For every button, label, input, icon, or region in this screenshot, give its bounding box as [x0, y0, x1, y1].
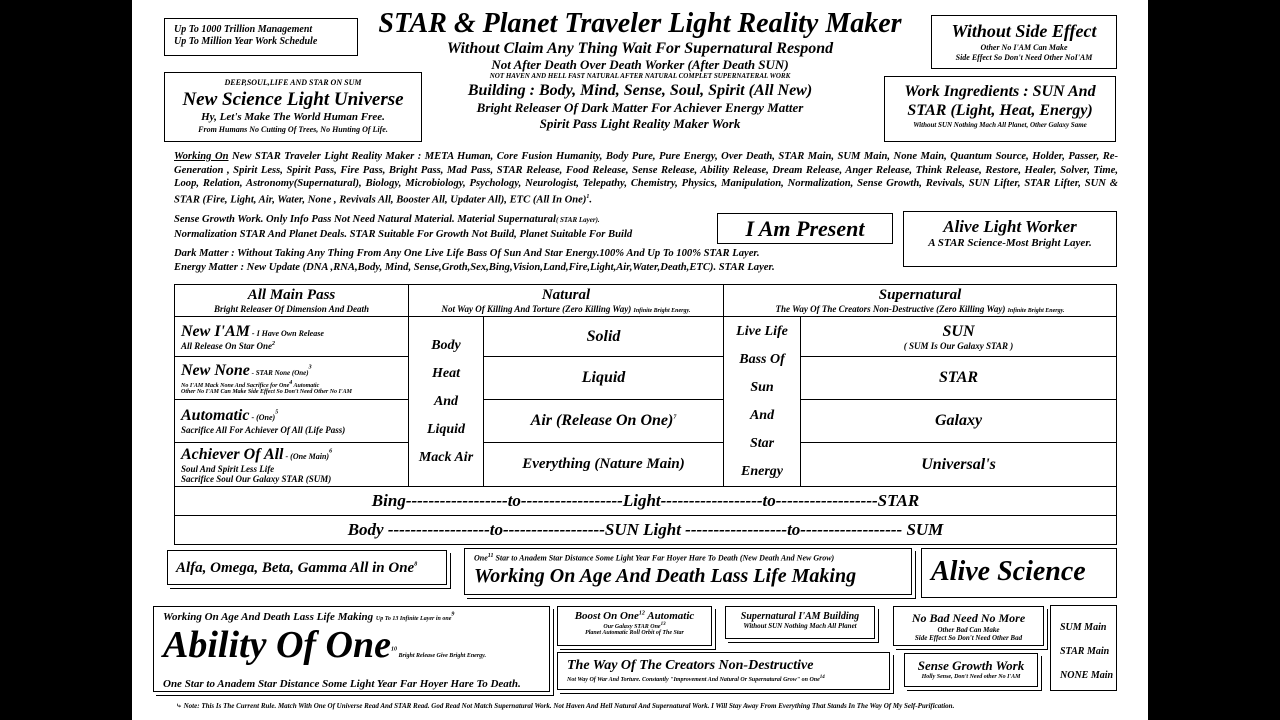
pass-automatic-title: Automatic: [181, 407, 250, 424]
ability-top-small: Up To 13 Infinite Layer in one: [375, 616, 452, 622]
supernatural-iam-sub: Without SUN Nothing Mach All Planet: [743, 622, 857, 630]
alive-worker-box: [903, 211, 1117, 267]
document-page: [132, 0, 1148, 720]
sense-growth-lines: [174, 213, 714, 241]
sense-growth-line-1-small: ( STAR Layer).: [555, 216, 600, 224]
supernatural-universals: Universal's: [801, 443, 1117, 487]
pass-achiever-sup: 6: [329, 448, 333, 455]
pass-achiever-desc-1: Soul And Spirit Less Life: [181, 463, 275, 474]
pass-automatic-sup: 5: [275, 409, 279, 416]
side-effect-line-2: Side Effect So Don't Need Other NoI'AM: [955, 53, 1093, 62]
pass-achiever-title: Achiever Of All: [181, 445, 284, 463]
ability-top-text: Working On Age And Death Lass Life Making: [163, 611, 374, 623]
natural-group-line-2: Heat: [432, 365, 460, 381]
table-header-row: [175, 285, 1117, 317]
table-row-body: [175, 516, 1117, 545]
pass-new-none-line-3: Other No I'AM Can Make Side Effect So Don't Need Other No I'AM: [181, 388, 352, 395]
natural-air: [484, 400, 724, 443]
natural-group-line-3: And: [433, 393, 459, 409]
new-science-box: [164, 72, 422, 142]
side-effect-title: Without Side Effect: [951, 21, 1097, 41]
pass-new-iam-sup: 2: [272, 340, 276, 347]
side-effect-line-1: Other No I'AM Can Make: [980, 43, 1068, 52]
main-star: STAR Main: [1060, 646, 1110, 657]
pass-automatic-sub: - (One): [249, 413, 276, 422]
header-supernatural-sub-text: The Way Of The Creators Non-Destructive (Zero Killing Way): [775, 304, 1006, 314]
working-age-top-sup: 11: [487, 553, 494, 559]
pass-automatic: [175, 400, 409, 443]
boost-line-1-sup: 13: [660, 622, 666, 627]
footer-note-text: Note: This Is The Current Rule. Match With One Of Universe Read And STAR Read. God Read Not Match Supernatural Work. Not Haven And Hell Natural And Supernatural Work. I Will Stay Away From Everything That Stands In The Way Of My Self-Purification.: [183, 702, 955, 710]
boost-line-1: [558, 622, 711, 630]
the-way-sub: [567, 675, 889, 683]
boost-title-text: Boost On One: [574, 610, 639, 622]
header-natural-sub-small: Infinite Bright Energy.: [633, 308, 691, 314]
sense-growth-title: Sense Growth Work: [917, 658, 1025, 673]
working-age-top-one: One: [474, 553, 488, 563]
supernatural-group-line-5: Star: [749, 435, 775, 451]
i-am-present-text: I Am Present: [745, 216, 865, 241]
boost-title-rest: Automatic: [644, 610, 695, 622]
alive-worker-sub: A STAR Science-Most Bright Layer.: [928, 237, 1092, 249]
working-on-paragraph: [174, 150, 1118, 207]
supernatural-sun-sub: ( SUM Is Our Galaxy STAR ): [903, 340, 1014, 351]
dark-energy-lines: [174, 247, 894, 274]
ability-bottom: One Star to Anadem Star Distance Some Light Year Far Hoyer Hare To Death.: [163, 678, 521, 690]
header-supernatural-sub: [724, 304, 1116, 314]
natural-solid: Solid: [484, 317, 724, 357]
new-science-top: DEEP,SOUL,LIFE AND STAR ON SUM: [224, 78, 362, 87]
body-sun-sum-row: Body ------------------to------------------SUN Light ------------------to------------------ SUM: [175, 516, 1117, 545]
working-age-top-rest: Star to Anadem Star Distance Some Light Year Far Hoyer Hare To Death (New Death And New Grow): [493, 553, 835, 563]
new-science-line-1: Hy, Let's Make The World Human Free.: [201, 111, 385, 123]
no-bad-title: No Bad Need No More: [911, 611, 1026, 625]
the-way-box: [557, 652, 890, 690]
management-line-1: Up To 1000 Trillion Management: [174, 24, 313, 35]
main-pass-table: [174, 284, 1117, 545]
management-box: [164, 18, 358, 56]
table-row: [175, 400, 1117, 443]
pass-new-iam: [175, 317, 409, 357]
pass-new-none-sup-2: 4: [289, 379, 293, 386]
ability-top-sup: 9: [451, 611, 455, 618]
ingredients-box: [884, 76, 1116, 142]
ability-title-small: Bright Release Give Bright Energy.: [396, 653, 487, 659]
header-natural: [409, 285, 724, 317]
sense-growth-line-1: [174, 213, 714, 228]
pass-new-iam-desc: All Release On Star One: [181, 340, 273, 351]
header-supernatural: [724, 285, 1117, 317]
natural-air-text: Air (Release On One): [530, 412, 674, 429]
page-title: STAR & Planet Traveler Light Reality Maker: [378, 8, 902, 39]
alfa-omega-box: [167, 550, 447, 585]
header-subtitle-1: Without Claim Any Thing Wait For Supernatural Respond: [446, 40, 834, 57]
bing-light-star-row: Bing------------------to------------------Light------------------to------------------STAR: [175, 487, 1117, 516]
ingredients-line-1: Work Ingredients : SUN And: [904, 83, 1096, 100]
new-science-title: New Science Light Universe: [182, 89, 404, 110]
header-subtitle-5: Bright Releaser Of Dark Matter For Achiever Energy Matter: [476, 100, 804, 115]
natural-group-line-1: Body: [431, 337, 461, 353]
supernatural-iam-box: [725, 606, 875, 639]
i-am-present-box: [717, 213, 893, 244]
header-natural-sub-text: Not Way Of Killing And Torture (Zero Killing Way): [441, 304, 632, 314]
pass-new-none-line-2: [181, 380, 408, 389]
alive-science-box: [921, 548, 1117, 598]
pass-new-none-desc: No I'AM Mack None And Sacrifice for One: [181, 382, 290, 389]
new-science-line-2: From Humans No Cutting Of Trees, No Hunting Of Life.: [198, 125, 388, 134]
ability-top: [163, 611, 549, 623]
pass-new-none-desc-2: Automatic: [292, 382, 320, 389]
pass-automatic-line-1: [181, 407, 408, 425]
header-subtitle-4: Building : Body, Mind, Sense, Soul, Spirit (All New): [467, 82, 813, 99]
header-subtitle-2: Not After Death Over Death Worker (After Death SUN): [491, 57, 789, 72]
main-none: NONE Main: [1060, 670, 1114, 681]
energy-matter-line: Energy Matter : New Update (DNA ,RNA,Body, Mind, Sense,Groth,Sex,Bing,Vision,Land,Fire,Light,Air,Water,Death,ETC). STAR Layer.: [174, 261, 775, 273]
ability-box: [153, 606, 550, 692]
pass-new-none-title: New None: [181, 361, 250, 379]
header-all-main-pass: [175, 285, 409, 317]
supernatural-sun: [801, 317, 1117, 357]
pass-new-iam-title: New I'AM: [181, 322, 250, 340]
mains-box: [1050, 605, 1117, 691]
side-effect-box: [931, 15, 1117, 69]
pass-achiever-sub: - (One Main): [283, 451, 330, 461]
table-row: [175, 443, 1117, 487]
supernatural-sun-title: SUN: [942, 322, 975, 340]
ability-title-sup: 10: [390, 646, 397, 653]
pass-automatic-desc: Sacrifice All For Achiever Of All (Life Pass): [181, 425, 346, 435]
natural-group-cell: [409, 317, 484, 487]
natural-group-line-4: Liquid: [426, 421, 466, 437]
boost-line-1-text: Our Galaxy STAR One: [603, 624, 661, 630]
table-row: [175, 317, 1117, 357]
pass-achiever: [175, 443, 409, 487]
natural-everything: Everything (Nature Main): [484, 443, 724, 487]
pass-new-none: [175, 357, 409, 400]
pass-new-iam-line-1: [181, 323, 408, 341]
pass-new-iam-sub: - I Have Own Release: [249, 328, 324, 338]
table-row: [175, 357, 1117, 400]
no-bad-line-2: Side Effect So Don't Need Other Bad: [914, 634, 1023, 642]
header-supernatural-title: Supernatural: [878, 287, 962, 303]
alive-science-text: Alive Science: [931, 556, 1086, 587]
pass-new-none-sup: 3: [308, 364, 312, 371]
alfa-omega-text: Alfa, Omega, Beta, Gamma All in One: [176, 560, 415, 576]
pass-new-none-line-1: [181, 362, 408, 380]
supernatural-group-cell: [724, 317, 801, 487]
table-row-bing: [175, 487, 1117, 516]
ability-title: Ability Of One: [163, 624, 391, 666]
working-on-sup: 1: [586, 193, 590, 200]
pass-achiever-desc-2: Sacrifice Soul Our Galaxy STAR (SUM): [181, 473, 332, 484]
working-on-text: New STAR Traveler Light Reality Maker : META Human, Core Fusion Humanity, Body Pure, Pure Energy, Over Death, STAR Main, SUM Main, None Main, Quantum Source, Holder, Passer, Re-Generation , Spirit Less, Spirit Pass, Fire Pass, Bright Pass, Mad Pass, STAR Release, Food Release, Sense Release, Ability Release, Dream Release, Anger Release, Think Release, Restore, Healer, Solver, Time, Loop, Relation, Astronomy(Supernatural), Biology, Microbiology, Psychology, Neurologist, Telepathy, Chemistry, Physics, Manipulation, Normalization, Sense Growth, Revivals, SUN Lifter, STAR Lifter, SUN & STAR (Fire, Light, Air, Water, None , Revivals All, Booster All, Updater All), ETC (All In One): [174, 151, 1118, 206]
supernatural-galaxy: Galaxy: [801, 400, 1117, 443]
working-on-suffix: .: [589, 194, 593, 206]
supernatural-star: STAR: [801, 357, 1117, 400]
working-age-top: [474, 553, 911, 563]
supernatural-group-line-6: Energy: [741, 463, 784, 479]
footer-note: [176, 701, 954, 710]
natural-group-line-5: Mack Air: [418, 449, 474, 465]
pass-new-none-sub: - STAR None (One): [249, 368, 309, 377]
supernatural-group-line-3: Sun: [750, 379, 774, 395]
management-line-2: Up To Million Year Work Schedule: [174, 36, 318, 47]
header-subtitle-3: NOT HAVEN AND HELL FAST NATURAL AFTER NATURAL COMPLET SUPERNATERAL WORK: [489, 72, 791, 80]
no-bad-box: [893, 606, 1044, 646]
boost-line-2: Planet Automatic Roll Orbit of The Star: [585, 630, 684, 636]
alfa-omega-sup: 8: [414, 561, 418, 568]
boost-box: [557, 606, 712, 646]
boost-title-sup: 12: [638, 610, 645, 617]
sense-growth-line-1-text: Sense Growth Work. Only Info Pass Not Need Natural Material. Material Supernatural: [174, 214, 556, 225]
sense-growth-box: [904, 653, 1038, 687]
working-age-main: Working On Age And Death Lass Life Making: [474, 564, 857, 587]
header-natural-sub: [409, 304, 723, 314]
note-arrow-icon: ⤷: [176, 702, 182, 710]
supernatural-iam-title: Supernatural I'AM Building: [740, 611, 860, 622]
ability-title-line: [163, 623, 549, 678]
dark-matter-line: Dark Matter : Without Taking Any Thing From Any One Live Life Bass Of Sun And Star Energy.100% And Up To 100% STAR Layer.: [174, 248, 760, 259]
no-bad-line-1: Other Bad Can Make: [937, 626, 1000, 634]
sense-growth-line-2: Normalization STAR And Planet Deals. STAR Suitable For Growth Not Build, Planet Suitable For Build: [174, 228, 633, 240]
alive-worker-title: Alive Light Worker: [943, 217, 1077, 236]
main-sum: SUM Main: [1060, 622, 1107, 633]
supernatural-group-line-1: Live Life: [736, 323, 788, 339]
the-way-title: The Way Of The Creators Non-Destructive: [567, 658, 814, 673]
the-way-sub-sup: 14: [819, 675, 825, 680]
header-all-main-pass-sub: Bright Releaser Of Dimension And Death: [214, 304, 369, 314]
boost-title: [558, 610, 711, 622]
supernatural-group-line-2: Bass Of: [739, 351, 785, 367]
header-natural-title: Natural: [541, 287, 591, 303]
ingredients-line-2: STAR (Light, Heat, Energy): [907, 102, 1093, 119]
sense-growth-sub: Holly Sense, Don't Need other No I'AM: [921, 674, 1021, 680]
header: [372, 8, 908, 132]
natural-air-sup: 7: [673, 414, 677, 421]
the-way-sub-text: Not Way Of War And Torture. Constantly "Improvement And Natural Or Supernatural Grow" on One: [567, 677, 820, 683]
header-supernatural-sub-small: Infinite Bright Energy.: [1007, 308, 1065, 314]
working-age-box: [464, 548, 912, 595]
working-on-label: Working On: [174, 151, 229, 162]
supernatural-group-line-4: And: [749, 407, 775, 423]
ingredients-line-3: Without SUN Nothing Mach All Planet, Other Galaxy Same: [913, 121, 1087, 129]
header-all-main-pass-title: All Main Pass: [247, 287, 336, 303]
pass-achiever-line-1: [181, 446, 408, 464]
natural-liquid: Liquid: [484, 357, 724, 400]
header-subtitle-6: Spirit Pass Light Reality Maker Work: [539, 116, 741, 131]
pass-new-iam-line-2: [181, 341, 408, 351]
